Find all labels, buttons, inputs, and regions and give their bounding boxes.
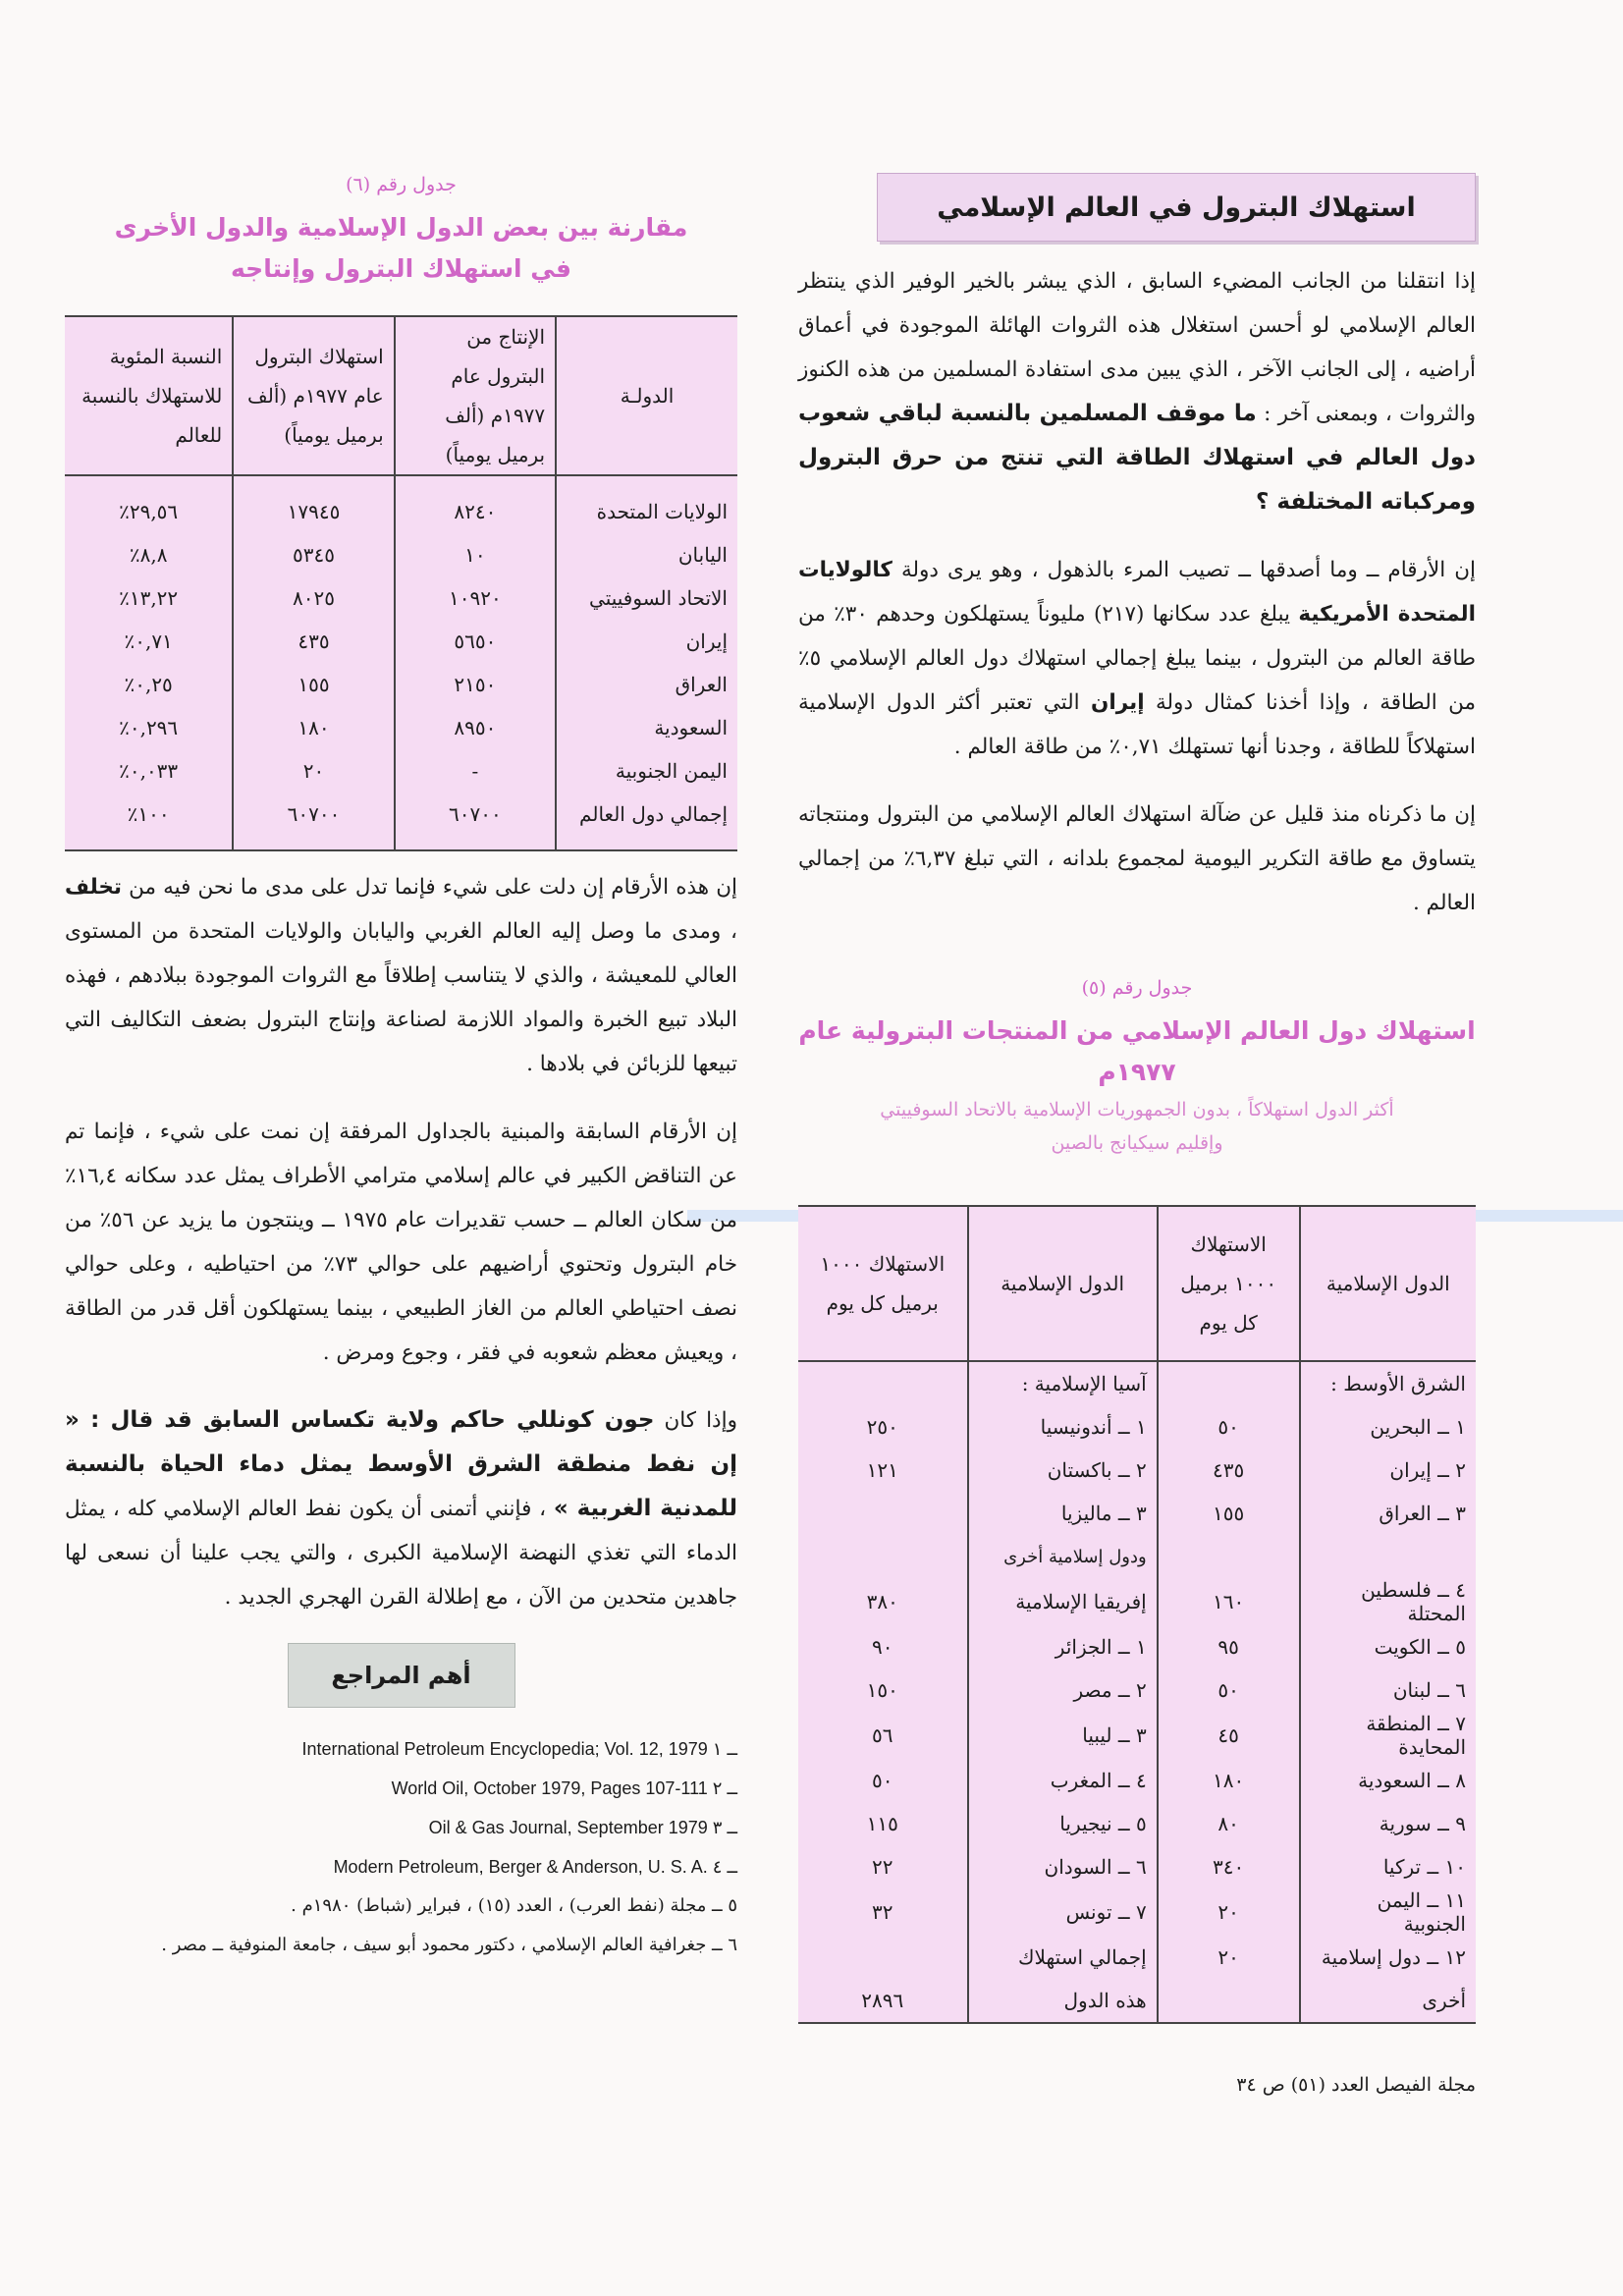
value-cell: ٥٣٤٥ xyxy=(233,533,394,576)
country-cell: ٣ ــ ماليزيا xyxy=(968,1492,1158,1535)
country-cell: ٢ ــ إيران xyxy=(1300,1449,1476,1492)
table-row xyxy=(65,533,737,576)
country-cell: ٦ ــ لبنان xyxy=(1300,1668,1476,1712)
column-header: الدول الإسلامية xyxy=(1300,1206,1476,1361)
value-cell: ١٥٥ xyxy=(1158,1492,1300,1535)
value-cell: ٤٣٥ xyxy=(1158,1449,1300,1492)
value-cell: ٢٢ xyxy=(872,1855,893,1879)
paragraph: إن هذه الأرقام إن دلت على شيء فإنما تدل على مدى ما نحن فيه من تخلف ، ومدى ما وصل إليه العالم الغربي واليابان والولايات المتحدة من المستوى العالي للمعيشة ، والذي لا يتناسب إطلاقاً مع الثروات الموجودة ببلادهم ، فهذه البلاد تبيع الخبرة والمواد اللازمة لصناعة وإنتاج البترول بضعف التكاليف التي تبيعها للزبائن في بلادها . xyxy=(65,875,737,1076)
table-row xyxy=(65,793,737,850)
value-cell: ٢٩,٥٦٪ xyxy=(119,500,179,523)
value-cell: ٠,٢٥٪ xyxy=(124,673,173,696)
value-cell: ٨,٨٪ xyxy=(129,543,168,567)
table6-caption xyxy=(65,163,737,290)
value-cell xyxy=(1158,1361,1300,1405)
value-cell: ١٦٠ xyxy=(1158,1578,1300,1625)
table-row xyxy=(798,1625,1476,1668)
table-row xyxy=(65,749,737,793)
value-cell: ١١٥ xyxy=(866,1812,898,1835)
page-footer: مجلة الفيصل العدد (٥١) ص ٣٤ xyxy=(1236,2074,1476,2096)
value-cell: ٨٠٢٥ xyxy=(233,576,394,620)
country-cell: ٧ ــ تونس xyxy=(968,1888,1158,1936)
table-row xyxy=(798,1845,1476,1888)
value-cell: ٥٠ xyxy=(1158,1405,1300,1449)
value-cell xyxy=(798,1361,968,1405)
table-row xyxy=(798,1888,1476,1936)
value-cell: ٢٠ xyxy=(1158,1936,1300,1979)
country-cell: ودول إسلامية أخرى xyxy=(968,1535,1158,1578)
country-cell: ٨ ــ السعودية xyxy=(1300,1759,1476,1802)
table-row xyxy=(798,1535,1476,1578)
table6 xyxy=(65,315,737,851)
paragraph: إن ما ذكرناه منذ قليل عن ضآلة استهلاك العالم الإسلامي من البترول ومنتجاته يتساوق مع طاقة التكرير اليومية لمجموع بلدانه ، التي تبلغ ٦,٣٧٪ من إجمالي العالم . xyxy=(798,802,1476,915)
right-column xyxy=(798,157,1476,2024)
column-header: الاستهلاك ١٠٠٠ برميل كل يوم xyxy=(1158,1206,1300,1361)
column-header: الاستهلاك ١٠٠٠ برميل كل يوم xyxy=(798,1206,968,1361)
table-row xyxy=(798,1668,1476,1712)
reference-item: Modern Petroleum, Berger & Anderson, U. S. A. ــ ٤ xyxy=(333,1857,737,1877)
country-cell: ٧ ــ المنطقة المحايدة xyxy=(1300,1712,1476,1759)
column-header: النسبة المئوية للاستهلاك بالنسبة للعالم xyxy=(65,316,233,475)
value-cell: ٢٥٠ xyxy=(866,1415,898,1439)
table-title-line2: في استهلاك البترول وإنتاجه xyxy=(231,254,571,283)
reference-item: Oil & Gas Journal, September 1979 ــ ٣ xyxy=(428,1818,737,1837)
country-cell: ٢ ــ مصر xyxy=(968,1668,1158,1712)
country-cell: إيران xyxy=(556,620,737,663)
value-cell: - xyxy=(395,749,556,793)
value-cell: ٦٠٧٠٠ xyxy=(395,793,556,850)
country-cell: ١١ ــ اليمن الجنوبية xyxy=(1300,1888,1476,1936)
table-row xyxy=(798,1405,1476,1449)
references-list xyxy=(65,1729,737,1965)
value-cell: ٠,٧١٪ xyxy=(124,629,173,653)
value-cell xyxy=(798,1936,968,1979)
country-cell: ٩ ــ سورية xyxy=(1300,1802,1476,1845)
paragraph: وإذا كان جون كونللي حاكم ولاية تكساس السابق قد قال : « إن نفط منطقة الشرق الأوسط يمثل دماء الحياة بالنسبة للمدنية الغربية » ، فإنني أتمنى أن يكون نفط العالم الإسلامي كله ، يمثل الدماء التي تغذي النهضة الإسلامية الكبرى ، والتي يجب علينا أن نسعى لها جاهدين متحدين من الآن ، مع إطلالة القرن الهجري الجديد . xyxy=(65,1407,738,1610)
table-title: مقارنة بين بعض الدول الإسلامية والدول الأخرى xyxy=(114,213,688,242)
table-row xyxy=(798,1936,1476,1979)
value-cell: ١٠٩٢٠ xyxy=(395,576,556,620)
country-cell: إجمالي دول العالم xyxy=(556,793,737,850)
country-cell: ٣ ــ العراق xyxy=(1300,1492,1476,1535)
value-cell: ٢٨٩٦ xyxy=(861,1989,904,2012)
column-header: الدول الإسلامية xyxy=(968,1206,1158,1361)
table-row xyxy=(798,1361,1476,1405)
country-cell: اليابان xyxy=(556,533,737,576)
value-cell: ٠,٠٣٣٪ xyxy=(119,759,179,783)
value-cell: ١٥٠ xyxy=(866,1678,898,1702)
value-cell: ١٣,٢٢٪ xyxy=(119,586,179,610)
value-cell: ٨٢٤٠ xyxy=(395,475,556,533)
table5 xyxy=(798,1205,1476,2024)
country-cell: ١ ــ أندونيسيا xyxy=(968,1405,1158,1449)
section-title: استهلاك البترول في العالم الإسلامي xyxy=(877,173,1476,242)
country-cell: السعودية xyxy=(556,706,737,749)
value-cell: ٥٦ xyxy=(872,1723,893,1747)
table-row xyxy=(65,576,737,620)
value-cell: ٠,٢٩٦٪ xyxy=(119,716,179,739)
country-cell: آسيا الإسلامية : xyxy=(968,1361,1158,1405)
value-cell: ٣٤٠ xyxy=(1158,1845,1300,1888)
country-cell: اليمن الجنوبية xyxy=(556,749,737,793)
country-cell: ٢ ــ باكستان xyxy=(968,1449,1158,1492)
table-row xyxy=(798,1802,1476,1845)
reference-item: International Petroleum Encyclopedia; Vol. 12, 1979 ــ ١ xyxy=(301,1739,737,1759)
table-row xyxy=(65,706,737,749)
table-row xyxy=(798,1759,1476,1802)
value-cell: ١٢١ xyxy=(866,1458,898,1482)
table6-body xyxy=(65,475,737,850)
value-cell: ١٥٥ xyxy=(233,663,394,706)
table-row xyxy=(798,1492,1476,1535)
country-cell: الاتحاد السوفييتي xyxy=(556,576,737,620)
country-cell: إجمالي استهلاك xyxy=(968,1936,1158,1979)
value-cell: ١٠٠٪ xyxy=(127,802,170,826)
table-row xyxy=(798,1578,1476,1625)
value-cell: ٥٦٥٠ xyxy=(395,620,556,663)
country-cell: ٥ ــ نيجيريا xyxy=(968,1802,1158,1845)
country-cell: ٤ ــ المغرب xyxy=(968,1759,1158,1802)
reference-item: World Oil, October 1979, Pages 107-111 ــ ٢ xyxy=(391,1778,737,1798)
country-cell: ١٢ ــ دول إسلامية xyxy=(1300,1936,1476,1979)
country-cell: ١ ــ الجزائر xyxy=(968,1625,1158,1668)
paragraph: إن الأرقام السابقة والمبنية بالجداول المرفقة إن نمت على شيء ، فإنما تم عن التناقض الكبير في عالم إسلامي مترامي الأطراف يمثل عدد سكانه ١٦,٤٪ من سكان العالم ــ حسب تقديرات عام ١٩٧٥ ــ وينتجون ما يزيد عن ٥٦٪ من خام البترول وتحتوي أراضيهم على حوالي ٧٣٪ من احتياطيه ، وعلى حوالي نصف احتياطي العالم من الغاز الطبيعي ، بينما يستهلكون أقل قدر من الطاقة ، ويعيش معظم شعوبه في فقر ، وجوع ومرض . xyxy=(65,1120,737,1365)
table-row xyxy=(798,1449,1476,1492)
value-cell: ٩٥ xyxy=(1158,1625,1300,1668)
paragraph: إذا انتقلنا من الجانب المضيء السابق ، الذي يبشر بالخير الوفير الذي ينتظر العالم الإسلامي لو أحسن استغلال هذه الثروات الهائلة الموجودة في أعماق أراضيه ، إلى الجانب الآخر ، الذي يبين مدى استفادة المسلمين من هذه الكنوز والثروات ، وبمعنى آخر : ما موقف المسلمين بالنسبة لباقي شعوب دول العالم في استهلاك الطاقة التي تنتج من حرق البترول ومركباته المختلفة ؟ xyxy=(798,269,1476,515)
table-row xyxy=(798,1979,1476,2023)
value-cell xyxy=(1158,1535,1300,1578)
value-cell: ٢٠ xyxy=(1158,1888,1300,1936)
value-cell: ٥٠ xyxy=(1158,1668,1300,1712)
table-row xyxy=(65,475,737,533)
value-cell: ١٨٠ xyxy=(1158,1759,1300,1802)
country-cell: ٦ ــ السودان xyxy=(968,1845,1158,1888)
table5-body xyxy=(798,1361,1476,2023)
highlight-question: ما موقف المسلمين بالنسبة لباقي شعوب دول العالم في استهلاك الطاقة التي تنتج من حرق البترول ومركباته المختلفة ؟ xyxy=(798,401,1476,515)
paragraph: إن الأرقام ــ وما أصدقها ــ تصيب المرء بالذهول ، وهو يرى دولة كالولايات المتحدة الأمريكية يبلغ عدد سكانها (٢١٧) مليوناً يستهلكون وحدهم ٣٠٪ من طاقة العالم من البترول ، بينما يبلغ إجمالي استهلاك دول العالم الإسلامي ٥٪ من الطاقة ، وإذا أخذنا كمثال دولة إيران التي تعتبر أكثر الدول الإسلامية استهلاكاً للطاقة ، وجدنا أنها تستهلك ٠,٧١٪ من طاقة العالم . xyxy=(798,558,1477,759)
table-number: جدول رقم (٥) xyxy=(1081,977,1193,999)
table-row xyxy=(65,663,737,706)
table-row xyxy=(65,620,737,663)
column-header: استهلاك البترول عام ١٩٧٧م (ألف برميل يومياً) xyxy=(233,316,394,475)
column-header: الدولـة xyxy=(556,316,737,475)
value-cell: ٢٠ xyxy=(233,749,394,793)
table-subtitle: أكثر الدول استهلاكاً ، بدون الجمهوريات الإسلامية بالاتحاد السوفييتي وإقليم سيكيانج بالصين xyxy=(880,1099,1394,1154)
value-cell: ١٠ xyxy=(395,533,556,576)
country-cell: ١٠ ــ تركيا xyxy=(1300,1845,1476,1888)
country-cell: ٥ ــ الكويت xyxy=(1300,1625,1476,1668)
table5-caption xyxy=(798,966,1476,1160)
country-cell: هذه الدول xyxy=(968,1979,1158,2023)
value-cell: ٩٠ xyxy=(872,1635,893,1659)
country-cell: الولايات المتحدة xyxy=(556,475,737,533)
references-title: أهم المراجع xyxy=(288,1643,515,1708)
table-row xyxy=(798,1712,1476,1759)
value-cell: ٢١٥٠ xyxy=(395,663,556,706)
table-number: جدول رقم (٦) xyxy=(346,174,457,195)
value-cell: ٣٨٠ xyxy=(866,1590,898,1613)
value-cell xyxy=(1158,1979,1300,2023)
country-cell: العراق xyxy=(556,663,737,706)
value-cell: ٦٠٧٠٠ xyxy=(233,793,394,850)
country-cell: ٣ ــ ليبيا xyxy=(968,1712,1158,1759)
value-cell: ٨٠ xyxy=(1158,1802,1300,1845)
value-cell: ٤٣٥ xyxy=(233,620,394,663)
country-cell: أخرى xyxy=(1300,1979,1476,2023)
country-cell xyxy=(1300,1535,1476,1578)
reference-item: ٥ ــ مجلة (نفط العرب) ، العدد (١٥) ، فبراير (شباط) ١٩٨٠م . xyxy=(291,1895,737,1916)
value-cell: ١٧٩٤٥ xyxy=(233,475,394,533)
country-cell: الشرق الأوسط : xyxy=(1300,1361,1476,1405)
country-cell: إفريقيا الإسلامية xyxy=(968,1578,1158,1625)
value-cell: ٣٢ xyxy=(872,1900,893,1924)
country-cell: ١ ــ البحرين xyxy=(1300,1405,1476,1449)
value-cell: ١٨٠ xyxy=(233,706,394,749)
value-cell xyxy=(798,1535,968,1578)
left-column xyxy=(65,157,737,1965)
table-title: استهلاك دول العالم الإسلامي من المنتجات البترولية عام ١٩٧٧م xyxy=(798,1016,1476,1086)
value-cell xyxy=(798,1492,968,1535)
value-cell: ٤٥ xyxy=(1158,1712,1300,1759)
value-cell: ٥٠ xyxy=(872,1769,893,1792)
value-cell: ٨٩٥٠ xyxy=(395,706,556,749)
column-header: الإنتاج من البترول عام ١٩٧٧م (ألف برميل يومياً) xyxy=(395,316,556,475)
reference-item: ٦ ــ جغرافية العالم الإسلامي ، دكتور محمود أبو سيف ، جامعة المنوفية ــ مصر . xyxy=(161,1935,737,1955)
country-cell: ٤ ــ فلسطين المحتلة xyxy=(1300,1578,1476,1625)
